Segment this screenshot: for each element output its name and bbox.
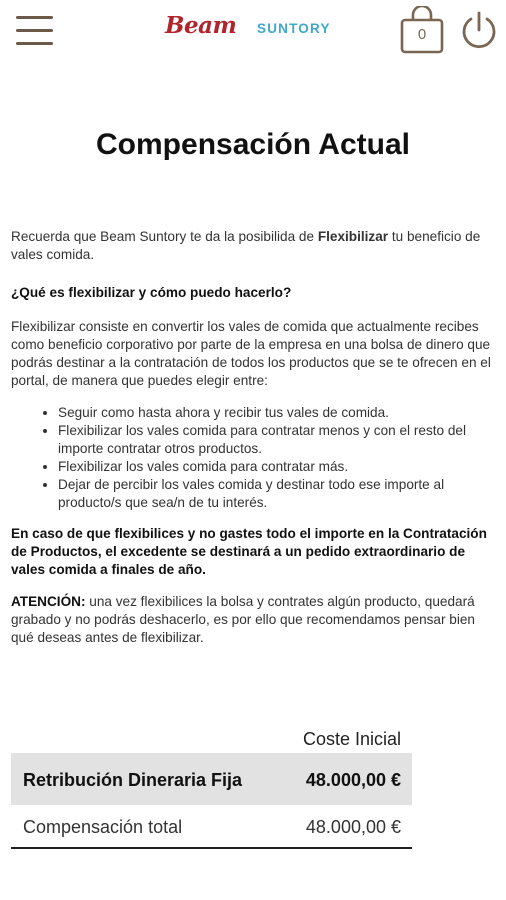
row-value: 48.000,00 € [305,770,401,790]
attention-text: una vez flexibilices la bolsa y contrates algún producto, quedará grabado y no podrás deshacerlo, es por ello que recomendamos pensar bien qué deseas antes de flexibilizar. [11,594,475,645]
list-item: • Flexibilizar los vales comida para contratar menos y con el resto del importe contratar otros productos. [58,422,495,458]
intro-text: Recuerda que Beam Suntory te da la posibilida de [11,229,318,244]
power-icon [459,10,499,52]
info-content [11,228,495,647]
row-value: 48.000,00 € [305,817,401,837]
compensation-table [11,725,412,849]
list-item: • Dejar de percibir los vales comida y destinar todo ese importe al producto/s que sea/n de tu interés. [58,476,495,512]
cart-count-badge: 0 [417,26,427,43]
table-header [11,725,412,753]
table-row-total [11,805,412,849]
list-item: • Seguir como hasta ahora y recibir tus vales de comida. [58,404,495,422]
description-paragraph: Flexibilizar consiste en convertir los vales de comida que actualmente recibes como beneficio corporativo por parte de la empresa en una bolsa de dinero que podrás destinar a la contratación de todos los productos que se te ofrecen en el portal, de manera que puedes elegir entre: [11,319,491,388]
logout-button[interactable] [459,10,499,52]
logo-suntory-text: SUNTORY [257,21,331,36]
beam-suntory-logo[interactable] [165,10,340,50]
logo-beam-text: Beam [165,12,237,39]
table-row [11,753,412,805]
column-header-coste-inicial: Coste Inicial [302,729,401,749]
shopping-bag-button[interactable] [400,6,444,54]
app-header [0,0,506,64]
row-label: Compensación total [23,817,183,837]
row-label: Retribución Dineraria Fija [23,770,243,790]
intro-text-end: tu beneficio de vales comida. [11,229,481,262]
attention-paragraph [11,593,495,647]
question-heading: ¿Qué es flexibilizar y cómo puedo hacerlo? [11,285,292,300]
intro-paragraph [11,228,495,264]
page-title: Compensación Actual [96,128,410,162]
excess-note: En caso de que flexibilices y no gastes todo el importe en la Contratación de Productos, el excedente se destinará a un pedido extraordinario de vales comida a finales de año. [11,526,487,577]
options-list [11,404,495,512]
hamburger-menu-icon[interactable] [16,14,54,48]
list-item: • Flexibilizar los vales comida para contratar más. [58,458,495,476]
intro-bold-text: Flexibilizar [317,229,389,244]
attention-label: ATENCIÓN: [11,594,86,609]
